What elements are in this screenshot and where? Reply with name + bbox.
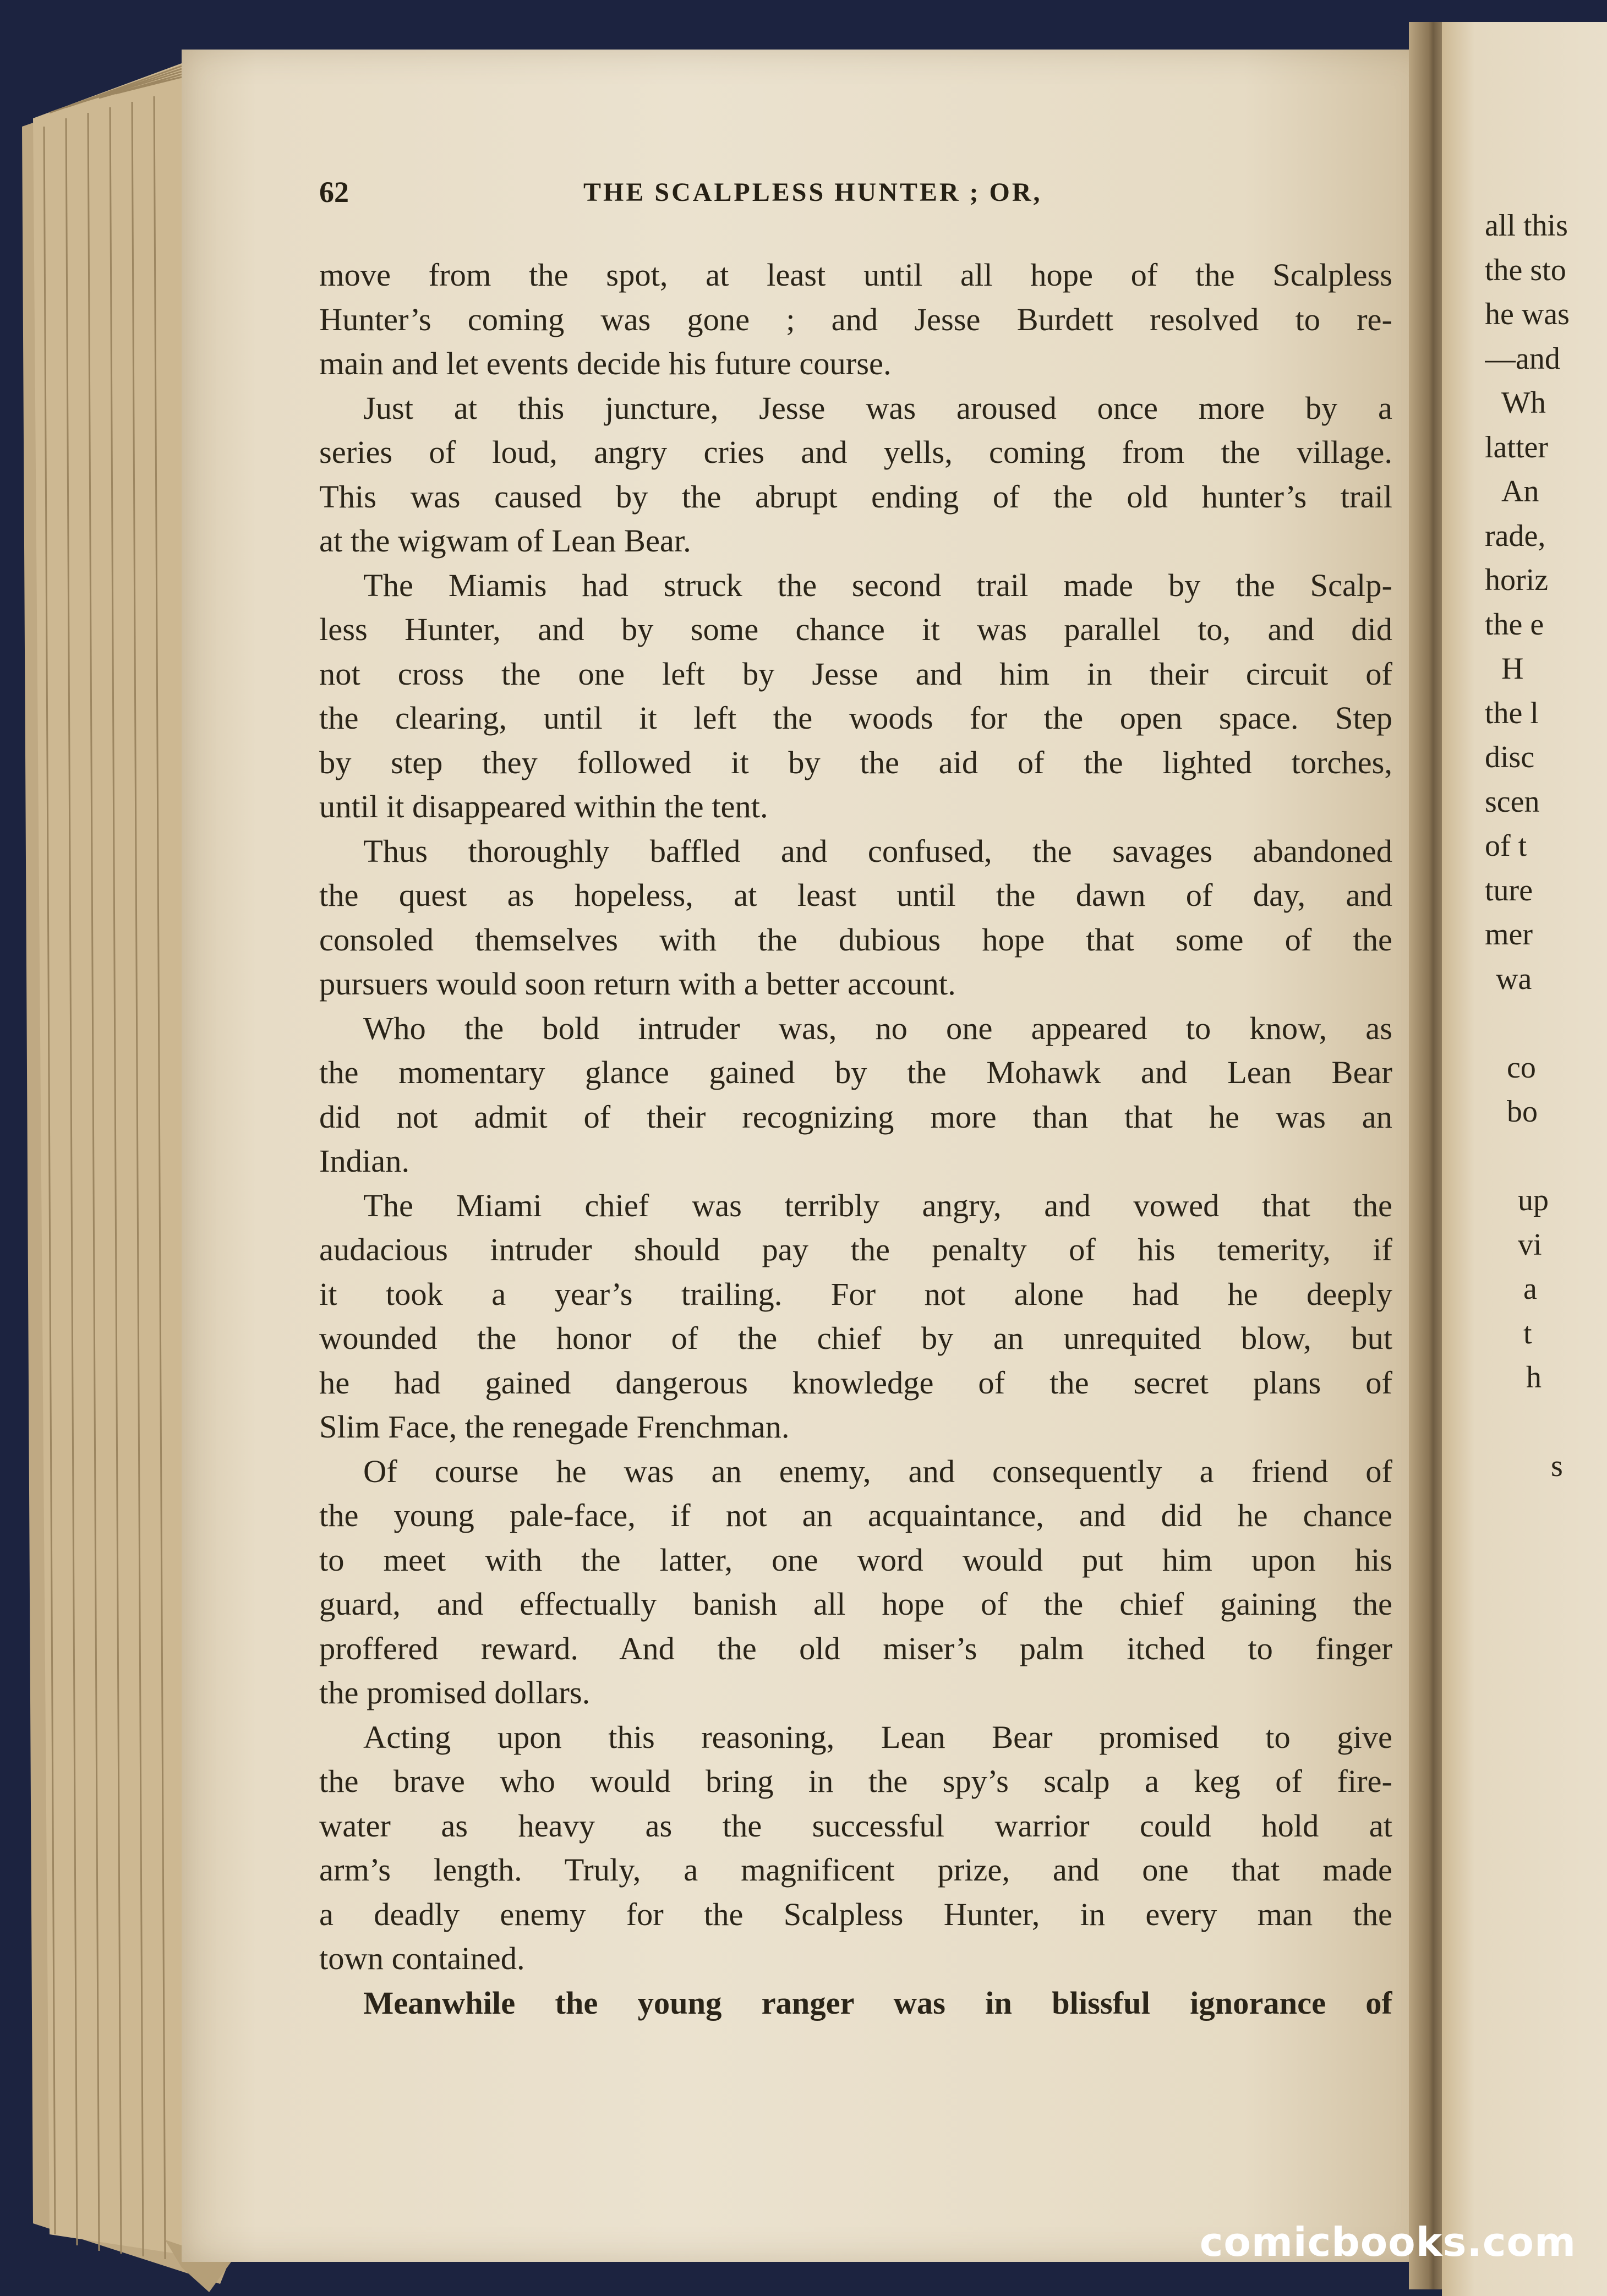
text-line: the promised dollars. xyxy=(319,1675,591,1710)
right-text-line xyxy=(1485,1001,1607,1046)
text-line: Just at this juncture, Jesse was aroused once more by a xyxy=(363,390,1392,426)
right-text-line: the sto xyxy=(1485,253,1566,287)
text-line: the momentary glance gained by the Mohawk and Lean Bear xyxy=(319,1054,1392,1090)
text-line: the clearing, until it left the woods for the open space. Step xyxy=(319,700,1392,736)
right-text-line: a xyxy=(1523,1272,1537,1306)
text-line: water as heavy as the successful warrior could hold at xyxy=(319,1807,1392,1844)
text-line: Thus thoroughly baffled and confused, the savages abandoned xyxy=(363,833,1392,869)
right-text-line: latter xyxy=(1485,430,1549,464)
body-text xyxy=(319,253,1392,2025)
text-line: at the wigwam of Lean Bear. xyxy=(319,523,691,559)
text-line: move from the spot, at least until all hope of the Scalpless xyxy=(319,257,1392,293)
right-text-line: the l xyxy=(1485,696,1539,730)
right-text-line xyxy=(1485,1134,1607,1179)
text-line: the brave who would bring in the spy’s scalp a keg of fire- xyxy=(319,1763,1392,1799)
text-line: audacious intruder should pay the penalty of his temerity, if xyxy=(319,1232,1392,1267)
text-line: main and let events decide his future course. xyxy=(319,346,892,381)
right-text-line: scen xyxy=(1485,784,1540,819)
text-line: Who the bold intruder was, no one appeared to know, as xyxy=(363,1010,1392,1046)
text-line: guard, and effectually banish all hope of the chief gaining the xyxy=(319,1586,1392,1622)
right-text-line: h xyxy=(1526,1360,1542,1395)
right-text-line xyxy=(1485,1489,1607,1533)
page-number: 62 xyxy=(319,176,349,209)
text-line: Acting upon this reasoning, Lean Bear promised to give xyxy=(363,1719,1392,1755)
text-line: arm’s length. Truly, a magnificent prize, and one that made xyxy=(319,1852,1392,1888)
right-text-line: the e xyxy=(1485,607,1544,642)
right-text-line: bo xyxy=(1507,1095,1538,1129)
text-line: it took a year’s trailing. For not alone had he deeply xyxy=(319,1276,1392,1312)
right-page-text xyxy=(1485,204,1607,1533)
text-line: the young pale-face, if not an acquaintance, and did he chance xyxy=(319,1497,1392,1533)
text-line: Meanwhile the young ranger was in blissful ignorance of xyxy=(363,1985,1392,2021)
text-line: This was caused by the abrupt ending of the old hunter’s trail xyxy=(319,478,1392,515)
text-line: Hunter’s coming was gone ; and Jesse Burdett resolved to re- xyxy=(319,301,1392,337)
right-text-line: wa xyxy=(1496,961,1532,996)
right-text-line: H xyxy=(1501,652,1524,686)
text-line: The Miamis had struck the second trail made by the Scalp- xyxy=(363,567,1392,603)
text-line: less Hunter, and by some chance it was parallel to, and did xyxy=(319,611,1392,647)
text-line: wounded the honor of the chief by an unrequited blow, but xyxy=(319,1320,1392,1356)
watermark: comicbooks.com xyxy=(1199,2219,1576,2265)
right-text-line: of t xyxy=(1485,829,1527,863)
text-line: a deadly enemy for the Scalpless Hunter, in every man the xyxy=(319,1896,1392,1932)
right-text-line: —and xyxy=(1485,341,1560,376)
text-line: not cross the one left by Jesse and him in their circuit of xyxy=(319,655,1392,692)
right-text-line: vi xyxy=(1518,1227,1542,1262)
right-text-line: all this xyxy=(1485,209,1568,243)
running-head: THE SCALPLESS HUNTER ; OR, xyxy=(583,178,1042,207)
right-text-line: up xyxy=(1518,1183,1549,1217)
right-text-line: Wh xyxy=(1501,386,1546,420)
right-text-line: mer xyxy=(1485,917,1533,952)
right-text-line: he was xyxy=(1485,297,1570,331)
text-line: proffered reward. And the old miser’s palm itched to finger xyxy=(319,1630,1392,1666)
right-text-line: s xyxy=(1551,1449,1563,1483)
right-text-line: rade, xyxy=(1485,518,1546,553)
text-line: he had gained dangerous knowledge of the secret plans of xyxy=(319,1364,1392,1401)
text-line: to meet with the latter, one word would put him upon his xyxy=(319,1541,1392,1578)
right-text-line: co xyxy=(1507,1050,1536,1085)
right-text-line xyxy=(1485,1400,1607,1445)
text-line: Indian. xyxy=(319,1143,410,1179)
text-line: the quest as hopeless, at least until the dawn of day, and xyxy=(319,877,1392,913)
text-line: town contained. xyxy=(319,1940,525,1976)
page-header xyxy=(319,175,1381,208)
text-line: did not admit of their recognizing more than that he was an xyxy=(319,1098,1392,1135)
text-line: Slim Face, the renegade Frenchman. xyxy=(319,1409,790,1445)
text-line: until it disappeared within the tent. xyxy=(319,789,768,824)
text-line: The Miami chief was terribly angry, and vowed that the xyxy=(363,1187,1392,1223)
text-line: by step they followed it by the aid of the lighted torches, xyxy=(319,744,1392,780)
right-text-line: An xyxy=(1501,474,1539,509)
text-line: series of loud, angry cries and yells, coming from the village. xyxy=(319,434,1392,470)
right-text-line: t xyxy=(1523,1316,1532,1351)
right-text-line: disc xyxy=(1485,740,1535,774)
text-line: Of course he was an enemy, and consequently a friend of xyxy=(363,1453,1392,1489)
text-line: pursuers would soon return with a better account. xyxy=(319,966,956,1002)
right-text-line: horiz xyxy=(1485,563,1549,597)
text-line: consoled themselves with the dubious hope that some of the xyxy=(319,921,1392,958)
right-text-line: ture xyxy=(1485,873,1533,908)
